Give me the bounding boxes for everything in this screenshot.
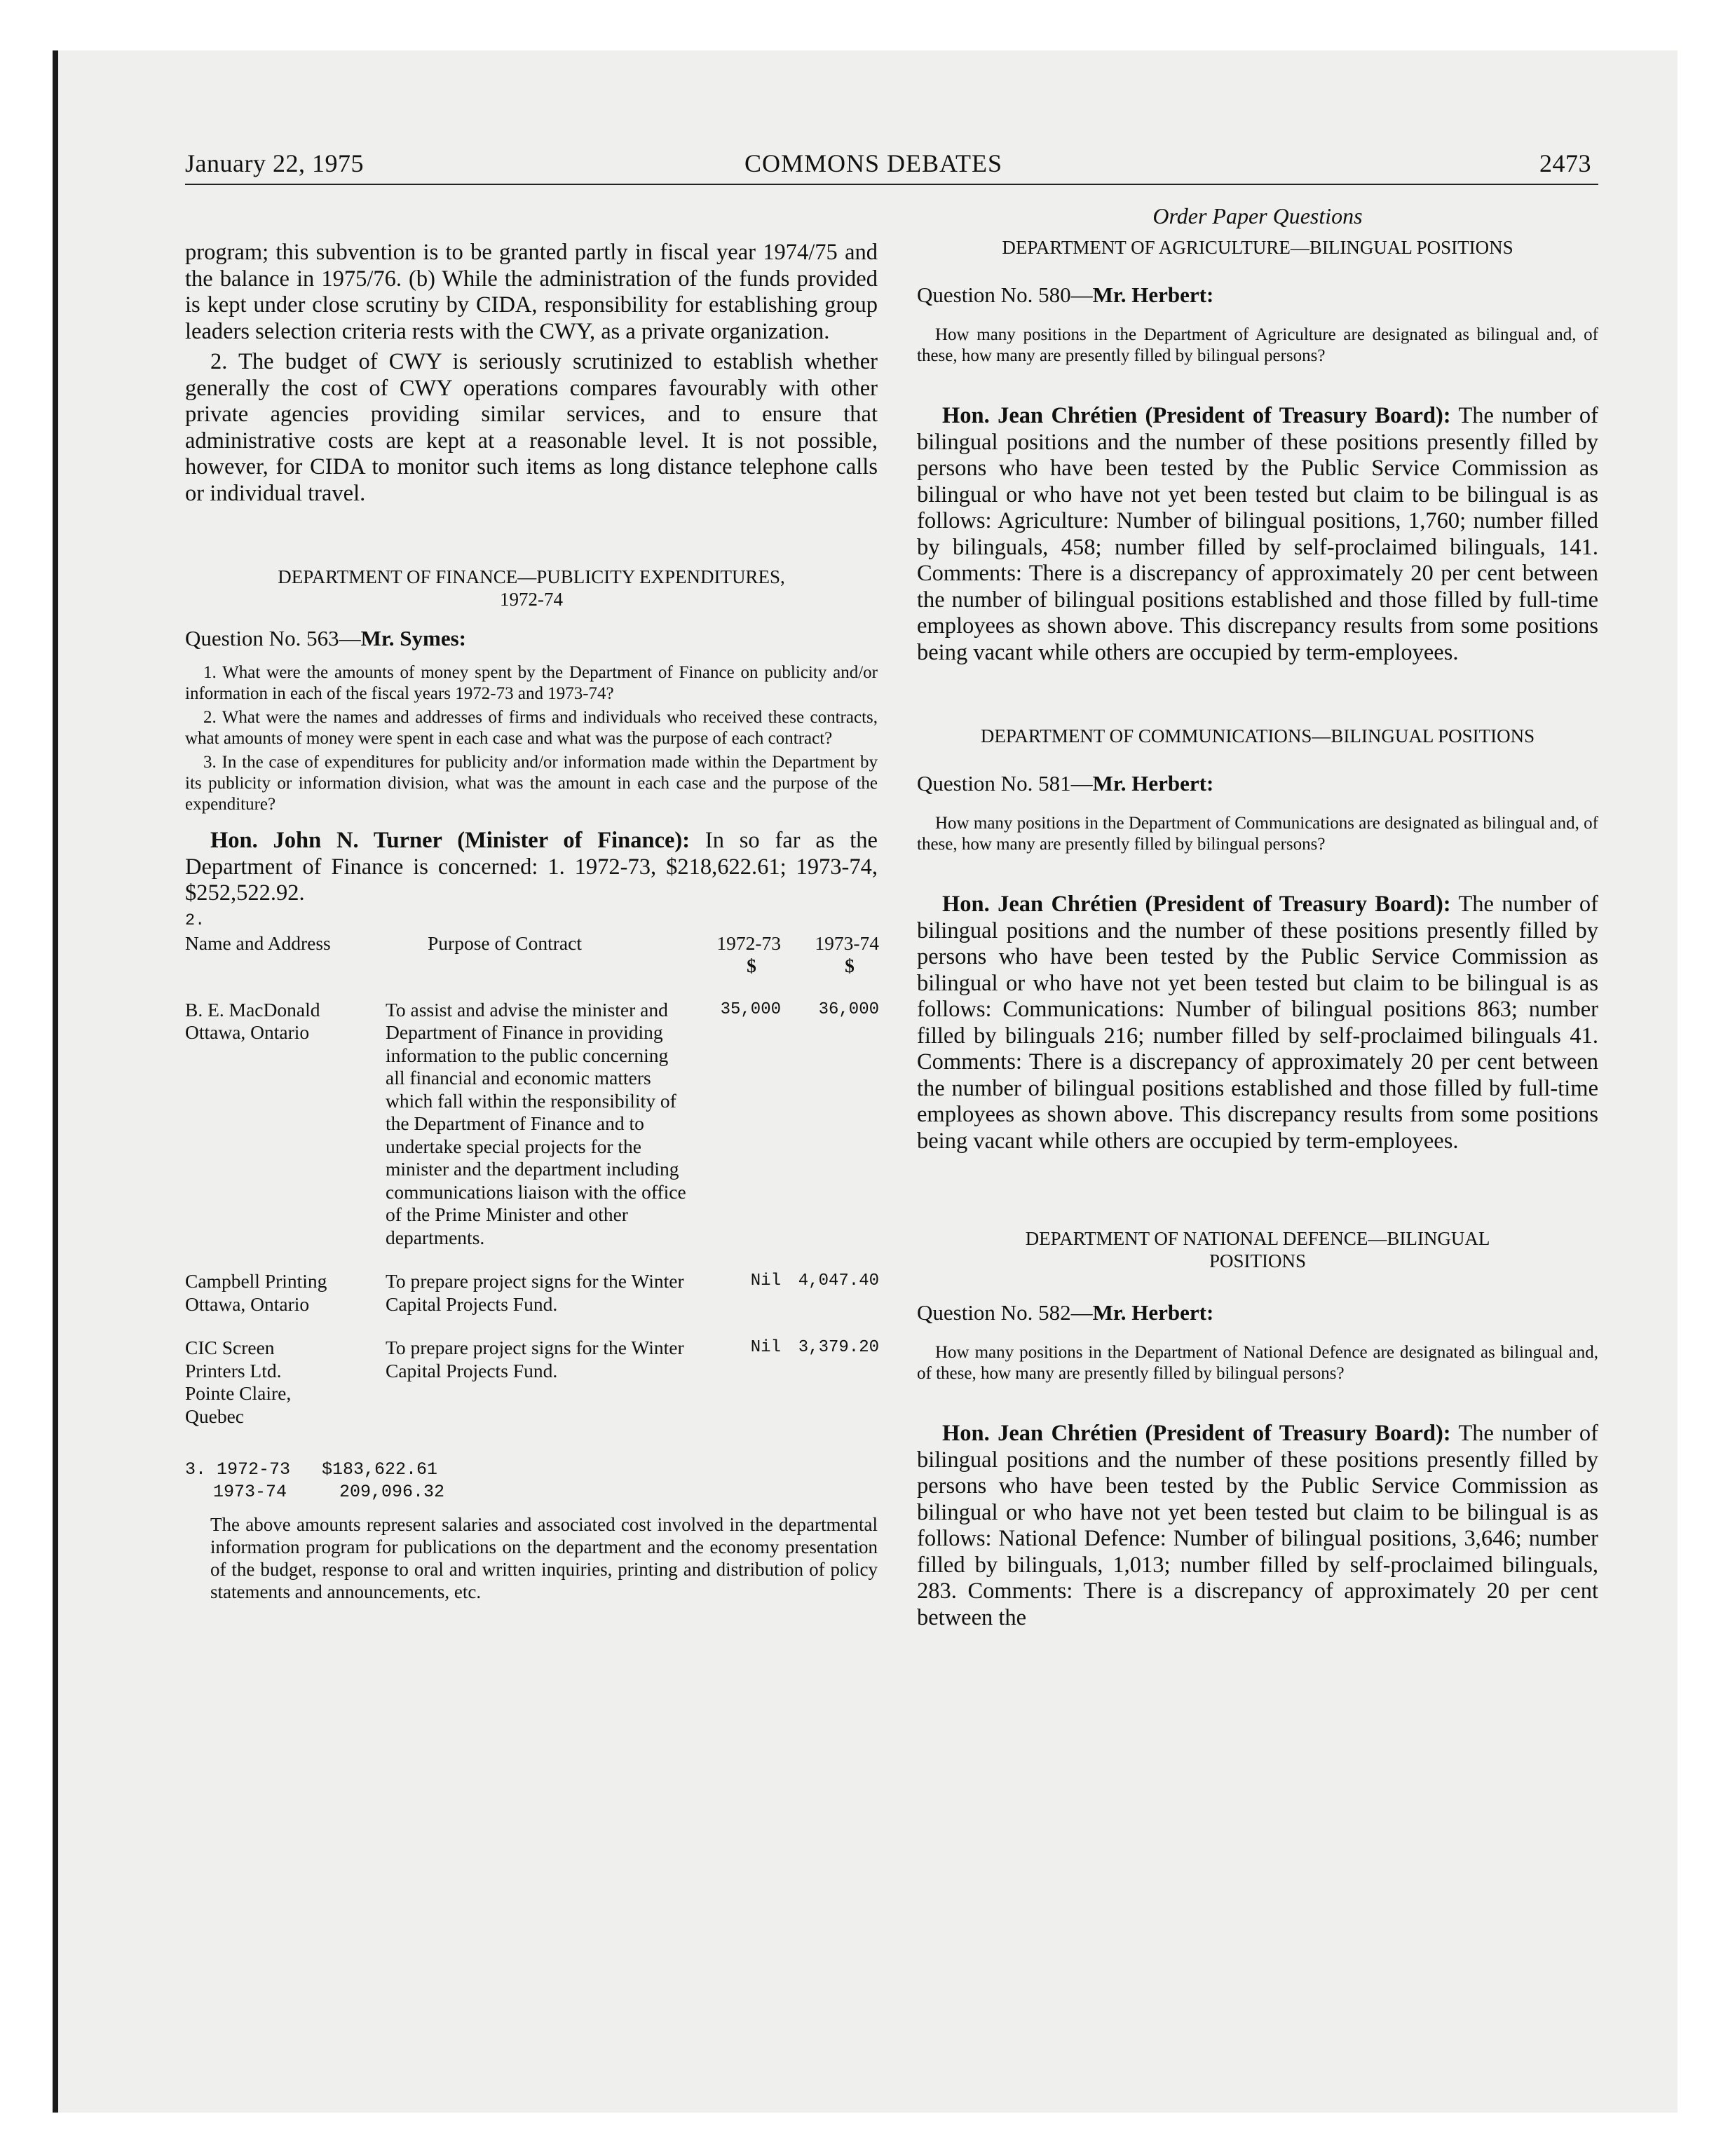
answer-581 — [917, 892, 1598, 1154]
question-580 — [917, 282, 1598, 308]
answer-582 — [917, 1421, 1598, 1631]
contracts-table — [185, 932, 879, 1428]
question-581-text: How many positions in the Department of Communications are designated as bilingual and, of these, how many are presently filled by bilingual persons? — [917, 814, 1598, 854]
question-581 — [917, 771, 1598, 796]
section-title: Order Paper Questions — [1152, 203, 1363, 228]
answer-581-text: The number of bilingual positions and the number of these positions presently filled by persons who have been tested by the Public Service Commission as bilingual or who have not yet been tested but claim to be bilingual is as follows: Communications: Number of bilingual positions 863; number filled by bilinguals 216; number filled by self-proclaimed bilinguals 41. Comments: There is a discrepancy of approximately 20 per cent between the number of bilingual positions established and those filled by full-time employees as shown above. This discrepancy results from some positions being vacant while others are occupied by term-employees. — [917, 892, 1598, 1154]
table-row — [185, 1337, 879, 1428]
defence-heading-line-2: POSITIONS — [1209, 1250, 1307, 1271]
header-rule — [185, 184, 1598, 185]
answer-580-speaker: Hon. Jean Chrétien (President of Treasury Board): — [942, 403, 1451, 428]
header-date: January 22, 1975 — [185, 149, 364, 177]
question-563-member: Mr. Symes: — [360, 626, 466, 650]
question-581-member: Mr. Herbert: — [1092, 771, 1214, 796]
defence-heading-line-1: DEPARTMENT OF NATIONAL DEFENCE—BILINGUAL — [1025, 1228, 1490, 1249]
left-column — [185, 240, 878, 1603]
item-3-line-2: 1973-74 209,096.32 — [213, 1482, 445, 1502]
question-563-item-3: 3. In the case of expenditures for publicity and/or information made within the Department by its publicity or information division, what was the amount in each case and the purpose of the expenditure? — [185, 753, 878, 814]
question-563-prefix: Question No. 563— — [185, 626, 361, 650]
col-header-1973-74-year: 1973-74 — [815, 932, 879, 954]
col-header-1972-73 — [697, 932, 781, 978]
answer-563-speaker: Hon. John N. Turner (Minister of Finance): — [210, 828, 690, 853]
finance-heading-line-1: DEPARTMENT OF FINANCE—PUBLICITY EXPENDITURES, — [278, 566, 785, 587]
col-header-1972-73-year: 1972-73 — [716, 932, 781, 954]
col-header-1973-74 — [781, 932, 879, 978]
contract-3-purpose: To prepare project signs for the Winter Capital Projects Fund. — [386, 1337, 684, 1381]
answer-580 — [917, 403, 1598, 666]
contract-2-1973-74: 4,047.40 — [798, 1271, 879, 1290]
question-563 — [185, 626, 878, 651]
item-3-line-1: 3. 1972-73 $183,622.61 — [185, 1459, 438, 1480]
question-582 — [917, 1300, 1598, 1325]
continued-paragraph-1: program; this subvention is to be granted partly in fiscal year 1974/75 and the balance in 1975/76. (b) While the administration of the funds provided is kept under close scrutiny by CIDA, responsibility for establishing group leaders selection criteria rests with the CWY, as a private organization. — [185, 240, 878, 344]
contract-1-name: B. E. MacDonald Ottawa, Ontario — [185, 998, 320, 1043]
question-580-text: How many positions in the Department of Agriculture are designated as bilingual and, of these, how many are presently filled by bilingual persons? — [917, 325, 1598, 365]
contract-2-1972-73: Nil — [750, 1271, 781, 1290]
question-580-member: Mr. Herbert: — [1092, 282, 1214, 307]
question-563-item-2: 2. What were the names and addresses of firms and individuals who received these contracts, what amounts of money were spent in each case and what was the purpose of each contract? — [185, 708, 878, 748]
table-row — [185, 1270, 879, 1316]
contract-1-1972-73: 35,000 — [720, 999, 781, 1019]
contract-2-name: Campbell Printing Ottawa, Ontario — [185, 1270, 327, 1315]
answer-582-text: The number of bilingual positions and the number of these positions presently filled by persons who have been tested by the Public Service Commission as bilingual or who have not yet been tested but claim to be bilingual is as follows: National Defence: Number of bilingual positions, 3,646; number filled by bilinguals, 1,013; number filled by self-proclaimed bilinguals, 283. Comments: There is a discrepancy of approximately 20 per cent between the — [917, 1421, 1598, 1630]
closing-note: The above amounts represent salaries and associated cost involved in the departmental information program for publications on the department and the economy presentation of the budget, response to oral and written inquiries, printing and distribution of policy statements and announcements, etc. — [210, 1514, 878, 1602]
contract-3-1972-73: Nil — [750, 1338, 781, 1357]
question-582-text: How many positions in the Department of National Defence are designated as bilingual and, of these, how many are presently filled by bilingual persons? — [917, 1343, 1598, 1383]
contract-1-1973-74: 36,000 — [818, 999, 879, 1019]
answer-580-text: The number of bilingual positions and the number of these positions presently filled by persons who have been tested by the Public Service Commission as bilingual or who have not yet been tested but claim to be bilingual is as follows: Agriculture: Number of bilingual positions, 1,760; number filled by bilinguals, 458; number filled by self-proclaimed bilinguals, 141. Comments: There is a discrepancy of approximately 20 per cent between the number of bilingual positions established and those filled by full-time employees as shown above. This discrepancy results from some positions being vacant while others are occupied by term-employees. — [917, 403, 1598, 665]
col-header-name: Name and Address — [185, 932, 331, 954]
right-column — [917, 203, 1598, 1631]
answer-582-speaker: Hon. Jean Chrétien (President of Treasury Board): — [942, 1421, 1451, 1446]
communications-heading: DEPARTMENT OF COMMUNICATIONS—BILINGUAL POSITIONS — [980, 725, 1535, 746]
agriculture-heading: DEPARTMENT OF AGRICULTURE—BILINGUAL POSITIONS — [1002, 237, 1513, 258]
header-title: COMMONS DEBATES — [744, 149, 1003, 177]
table-row — [185, 999, 879, 1250]
continued-paragraph-2: 2. The budget of CWY is seriously scrutinized to establish whether generally the cost of CWY operations compares favourably with other private agencies providing similar services, and to ensure that administrative costs are kept at a reasonable level. It is not possible, however, for CIDA to monitor such items as long distance telephone calls or individual travel. — [185, 349, 878, 506]
contract-3-name: CIC Screen Printers Ltd. Pointe Claire, Quebec — [185, 1337, 292, 1427]
col-header-purpose: Purpose of Contract — [428, 932, 582, 954]
answer-563-text: In so far as the Department of Finance is concerned: 1. 1972-73, $218,622.61; 1973-74, $252,522.92. — [185, 828, 878, 906]
contract-2-purpose: To prepare project signs for the Winter Capital Projects Fund. — [386, 1270, 684, 1315]
contract-1-purpose: To assist and advise the minister and Department of Finance in providing information to the public concerning all financial and economic matters which fall within the responsibility of the Department of Finance and to undertake special projects for the minister and the department including communications liaison with the office of the Prime Minister and other departments. — [386, 998, 686, 1248]
answer-563 — [185, 828, 878, 907]
question-580-prefix: Question No. 580— — [917, 282, 1093, 307]
question-563-item-1: 1. What were the amounts of money spent by the Department of Finance on publicity and/or information in each of the fiscal years 1972-73 and 1973-74? — [185, 663, 878, 703]
col-header-1973-74-unit: $ — [845, 955, 855, 976]
contract-3-1973-74: 3,379.20 — [798, 1338, 879, 1357]
question-582-prefix: Question No. 582— — [917, 1300, 1093, 1325]
col-header-1972-73-unit: $ — [747, 955, 756, 976]
item-2-label: 2. — [185, 910, 205, 930]
question-582-member: Mr. Herbert: — [1092, 1300, 1214, 1325]
answer-581-speaker: Hon. Jean Chrétien (President of Treasury Board): — [942, 892, 1451, 917]
question-581-prefix: Question No. 581— — [917, 771, 1093, 796]
contracts-header-row — [185, 932, 879, 978]
question-563-items — [185, 662, 878, 815]
finance-heading-line-2: 1972-74 — [500, 589, 563, 610]
header-page-number: 2473 — [1539, 149, 1591, 177]
